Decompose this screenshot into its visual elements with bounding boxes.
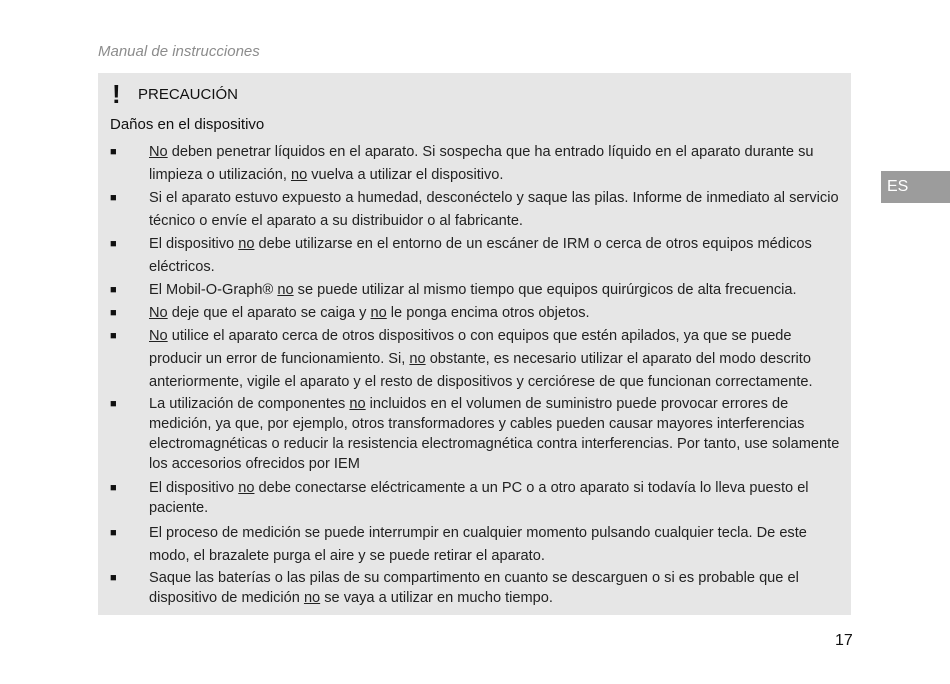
caution-title: PRECAUCIÓN bbox=[138, 85, 239, 103]
list-item: ■ El dispositivo no debe conectarse eléctricamente a un PC o a otro aparato si todavía lo lleva puesto el paciente. bbox=[110, 480, 809, 516]
list-item: ■ Si el aparato estuvo expuesto a humedad, desconéctelo y saque las pilas. Informe de inmediato al servicio técnico o envíe el aparato a su distribuidor o al fabricante. bbox=[98, 187, 843, 233]
list-item: ■ La utilización de componentes no incluidos en el volumen de suministro puede provocar errores de medición, ya que, por ejemplo, otros transformadores y cables pueden causar mayores interferencias electromagnéticas o reducir la resistencia electromagnética contra interferencias. Por tanto, use solamente los accesorios ofrecidos por IEM bbox=[110, 396, 840, 472]
section-subheading: Daños en el dispositivo bbox=[110, 116, 265, 133]
bullet-icon: ■ bbox=[110, 527, 117, 539]
list-item: ■ El dispositivo no debe utilizarse en el entorno de un escáner de IRM o cerca de otros equipos médicos eléctricos. bbox=[98, 233, 843, 279]
bullet-icon: ■ bbox=[110, 284, 117, 296]
list-item: ■ No deben penetrar líquidos en el aparato. Si sospecha que ha entrado líquido en el aparato durante su limpieza o utilización, no vuelva a utilizar el dispositivo. bbox=[98, 141, 843, 187]
bullet-icon: ■ bbox=[110, 572, 117, 584]
language-tab: ES bbox=[881, 171, 950, 203]
list-item: ■ El proceso de medición se puede interrumpir en cualquier momento pulsando cualquier tecla. De este modo, el brazalete purga el aire y se puede retirar el aparato. bbox=[98, 522, 843, 568]
bullet-icon: ■ bbox=[110, 238, 117, 250]
exclamation-icon: ! bbox=[112, 79, 121, 109]
caution-box bbox=[98, 73, 851, 615]
bullet-icon: ■ bbox=[110, 330, 117, 342]
bullet-icon: ■ bbox=[110, 192, 117, 204]
caution-list bbox=[98, 141, 843, 612]
list-item: ■ Saque las baterías o las pilas de su compartimento en cuanto se descarguen o si es probable que el dispositivo de medición no se vaya a utilizar en mucho tiempo. bbox=[110, 570, 799, 606]
list-item: ■ No deje que el aparato se caiga y no le ponga encima otros objetos. bbox=[98, 302, 843, 325]
bullet-icon: ■ bbox=[110, 482, 117, 494]
running-header: Manual de instrucciones bbox=[98, 43, 260, 60]
caution-heading bbox=[112, 81, 238, 107]
bullet-icon: ■ bbox=[110, 398, 117, 410]
page-number: 17 bbox=[835, 632, 853, 649]
bullet-icon: ■ bbox=[110, 307, 117, 319]
list-item: ■ No utilice el aparato cerca de otros dispositivos o con equipos que estén apilados, ya que se puede producir un error de funcionamiento. Si, no obstante, es necesario utilizar el aparato del modo descrito anteriormente, vigile el aparato y el resto de dispositivos y cerciórese de que funcionan correctamente. bbox=[98, 325, 843, 394]
list-item: ■ El Mobil-O-Graph® no se puede utilizar al mismo tiempo que equipos quirúrgicos de alta frecuencia. bbox=[98, 279, 843, 302]
bullet-icon: ■ bbox=[110, 146, 117, 158]
